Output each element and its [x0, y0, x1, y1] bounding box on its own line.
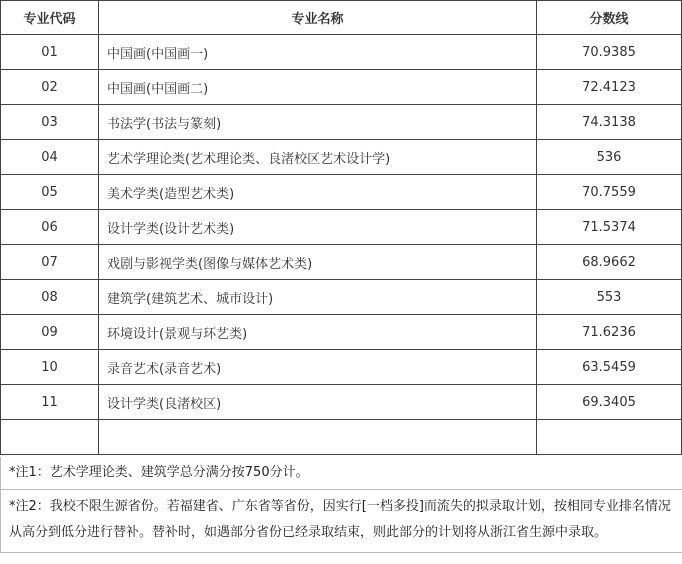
notes-section — [0, 457, 682, 553]
cell-score: 74.3138 — [537, 105, 682, 140]
cell-code: 07 — [1, 245, 99, 280]
cell-name: 设计学类(设计艺术类) — [99, 210, 537, 245]
cell-score: 71.5374 — [537, 210, 682, 245]
table-row — [1, 175, 682, 210]
empty-cell — [1, 420, 99, 455]
table-row — [1, 210, 682, 245]
cell-code: 03 — [1, 105, 99, 140]
header-name: 专业名称 — [99, 1, 537, 35]
empty-cell — [99, 420, 537, 455]
cell-score: 536 — [537, 140, 682, 175]
cell-score: 71.6236 — [537, 315, 682, 350]
cell-name: 戏剧与影视学类(图像与媒体艺术类) — [99, 245, 537, 280]
cell-name: 中国画(中国画二) — [99, 70, 537, 105]
table-row — [1, 385, 682, 420]
cell-name: 录音艺术(录音艺术) — [99, 350, 537, 385]
note-1: *注1：艺术学理论类、建筑学总分满分按750分计。 — [1, 457, 682, 490]
cell-code: 10 — [1, 350, 99, 385]
table-row — [1, 315, 682, 350]
table-header-row — [1, 1, 682, 35]
header-score: 分数线 — [537, 1, 682, 35]
cell-score: 70.9385 — [537, 35, 682, 70]
cell-name: 建筑学(建筑艺术、城市设计) — [99, 280, 537, 315]
table-row — [1, 350, 682, 385]
cell-code: 08 — [1, 280, 99, 315]
empty-cell — [537, 420, 682, 455]
cell-name: 中国画(中国画一) — [99, 35, 537, 70]
cell-name: 艺术学理论类(艺术理论类、良渚校区艺术设计学) — [99, 140, 537, 175]
note-2: *注2：我校不限生源省份。若福建省、广东省等省份，因实行[一档多投]而流失的拟录取计划，按相同专业排名情况从高分到低分进行替补。替补时，如遇部分省份已经录取结束，则此部分的计划将从浙江省生源中录取。 — [9, 499, 671, 540]
cell-code: 06 — [1, 210, 99, 245]
table-row — [1, 140, 682, 175]
cell-score: 553 — [537, 280, 682, 315]
cell-score: 69.3405 — [537, 385, 682, 420]
table-row — [1, 35, 682, 70]
table-row — [1, 245, 682, 280]
cell-name: 书法学(书法与篆刻) — [99, 105, 537, 140]
cell-code: 11 — [1, 385, 99, 420]
cell-name: 环境设计(景观与环艺类) — [99, 315, 537, 350]
cell-score: 63.5459 — [537, 350, 682, 385]
cell-name: 美术学类(造型艺术类) — [99, 175, 537, 210]
cell-code: 02 — [1, 70, 99, 105]
header-code: 专业代码 — [1, 1, 99, 35]
cell-score: 72.4123 — [537, 70, 682, 105]
cell-code: 05 — [1, 175, 99, 210]
cell-score: 70.7559 — [537, 175, 682, 210]
table-row-empty — [1, 420, 682, 455]
table-row — [1, 280, 682, 315]
cell-code: 09 — [1, 315, 99, 350]
cell-code: 04 — [1, 140, 99, 175]
cell-code: 01 — [1, 35, 99, 70]
table-row — [1, 70, 682, 105]
table-row — [1, 105, 682, 140]
cell-score: 68.9662 — [537, 245, 682, 280]
cell-name: 设计学类(良渚校区) — [99, 385, 537, 420]
